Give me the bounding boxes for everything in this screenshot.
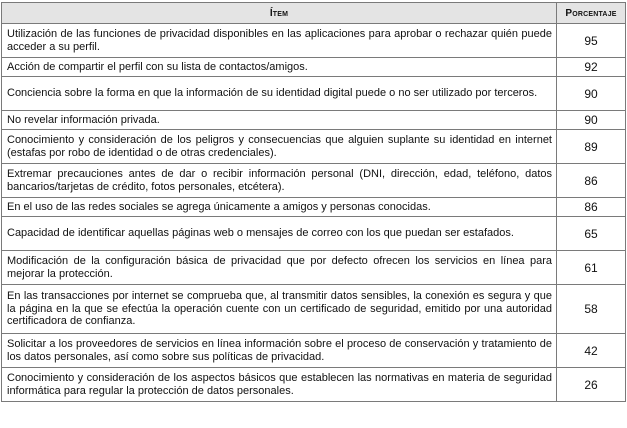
table-row — [2, 285, 626, 334]
header-item: Ítem — [2, 3, 557, 24]
table-row — [2, 368, 626, 402]
row-item-text: Acción de compartir el perfil con su lista de contactos/amigos. — [2, 58, 557, 77]
row-item-text: En el uso de las redes sociales se agrega únicamente a amigos y personas conocidas. — [2, 198, 557, 217]
row-item-text: Modificación de la configuración básica de privacidad que por defecto ofrecen los servicios en línea para mejorar la protección. — [2, 251, 557, 285]
row-percentage: 42 — [557, 334, 626, 368]
row-item-text: No revelar información privada. — [2, 111, 557, 130]
table-row — [2, 198, 626, 217]
row-percentage: 86 — [557, 198, 626, 217]
row-item-text: Capacidad de identificar aquellas páginas web o mensajes de correo con los que puedan ser estafados. — [2, 217, 557, 251]
row-item-text: Utilización de las funciones de privacidad disponibles en las aplicaciones para aprobar o rechazar quién puede acceder a su perfil. — [2, 24, 557, 58]
header-percentage: Porcentaje — [557, 3, 626, 24]
row-percentage: 95 — [557, 24, 626, 58]
row-percentage: 92 — [557, 58, 626, 77]
row-percentage: 90 — [557, 111, 626, 130]
table-row — [2, 164, 626, 198]
row-item-text: Conocimiento y consideración de los aspectos básicos que establecen las normativas en materia de seguridad informática para regular la protección de datos personales. — [2, 368, 557, 402]
table-row — [2, 217, 626, 251]
table-row — [2, 111, 626, 130]
row-percentage: 86 — [557, 164, 626, 198]
table-row — [2, 251, 626, 285]
table-row — [2, 334, 626, 368]
privacy-practices-table — [1, 2, 626, 402]
row-item-text: Conciencia sobre la forma en que la información de su identidad digital puede o no ser utilizado por terceros. — [2, 77, 557, 111]
row-percentage: 61 — [557, 251, 626, 285]
table-header-row — [2, 3, 626, 24]
row-percentage: 58 — [557, 285, 626, 334]
row-item-text: En las transacciones por internet se comprueba que, al transmitir datos sensibles, la conexión es segura y que la página en la que se efectúa la operación cuente con un certificado de seguridad, emitido por una autoridad certificadora de confianza. — [2, 285, 557, 334]
row-percentage: 65 — [557, 217, 626, 251]
row-percentage: 89 — [557, 130, 626, 164]
table-row — [2, 24, 626, 58]
row-item-text: Conocimiento y consideración de los peligros y consecuencias que alguien suplante su identidad en internet (estafas por robo de identidad o de otras credenciales). — [2, 130, 557, 164]
row-item-text: Extremar precauciones antes de dar o recibir información personal (DNI, dirección, edad, teléfono, datos bancarios/tarjetas de crédito, fotos personales, etcétera). — [2, 164, 557, 198]
row-percentage: 90 — [557, 77, 626, 111]
table-row — [2, 58, 626, 77]
table-row — [2, 130, 626, 164]
row-item-text: Solicitar a los proveedores de servicios en línea información sobre el proceso de conservación y tratamiento de los datos personales, así como sobre sus políticas de privacidad. — [2, 334, 557, 368]
row-percentage: 26 — [557, 368, 626, 402]
table-row — [2, 77, 626, 111]
